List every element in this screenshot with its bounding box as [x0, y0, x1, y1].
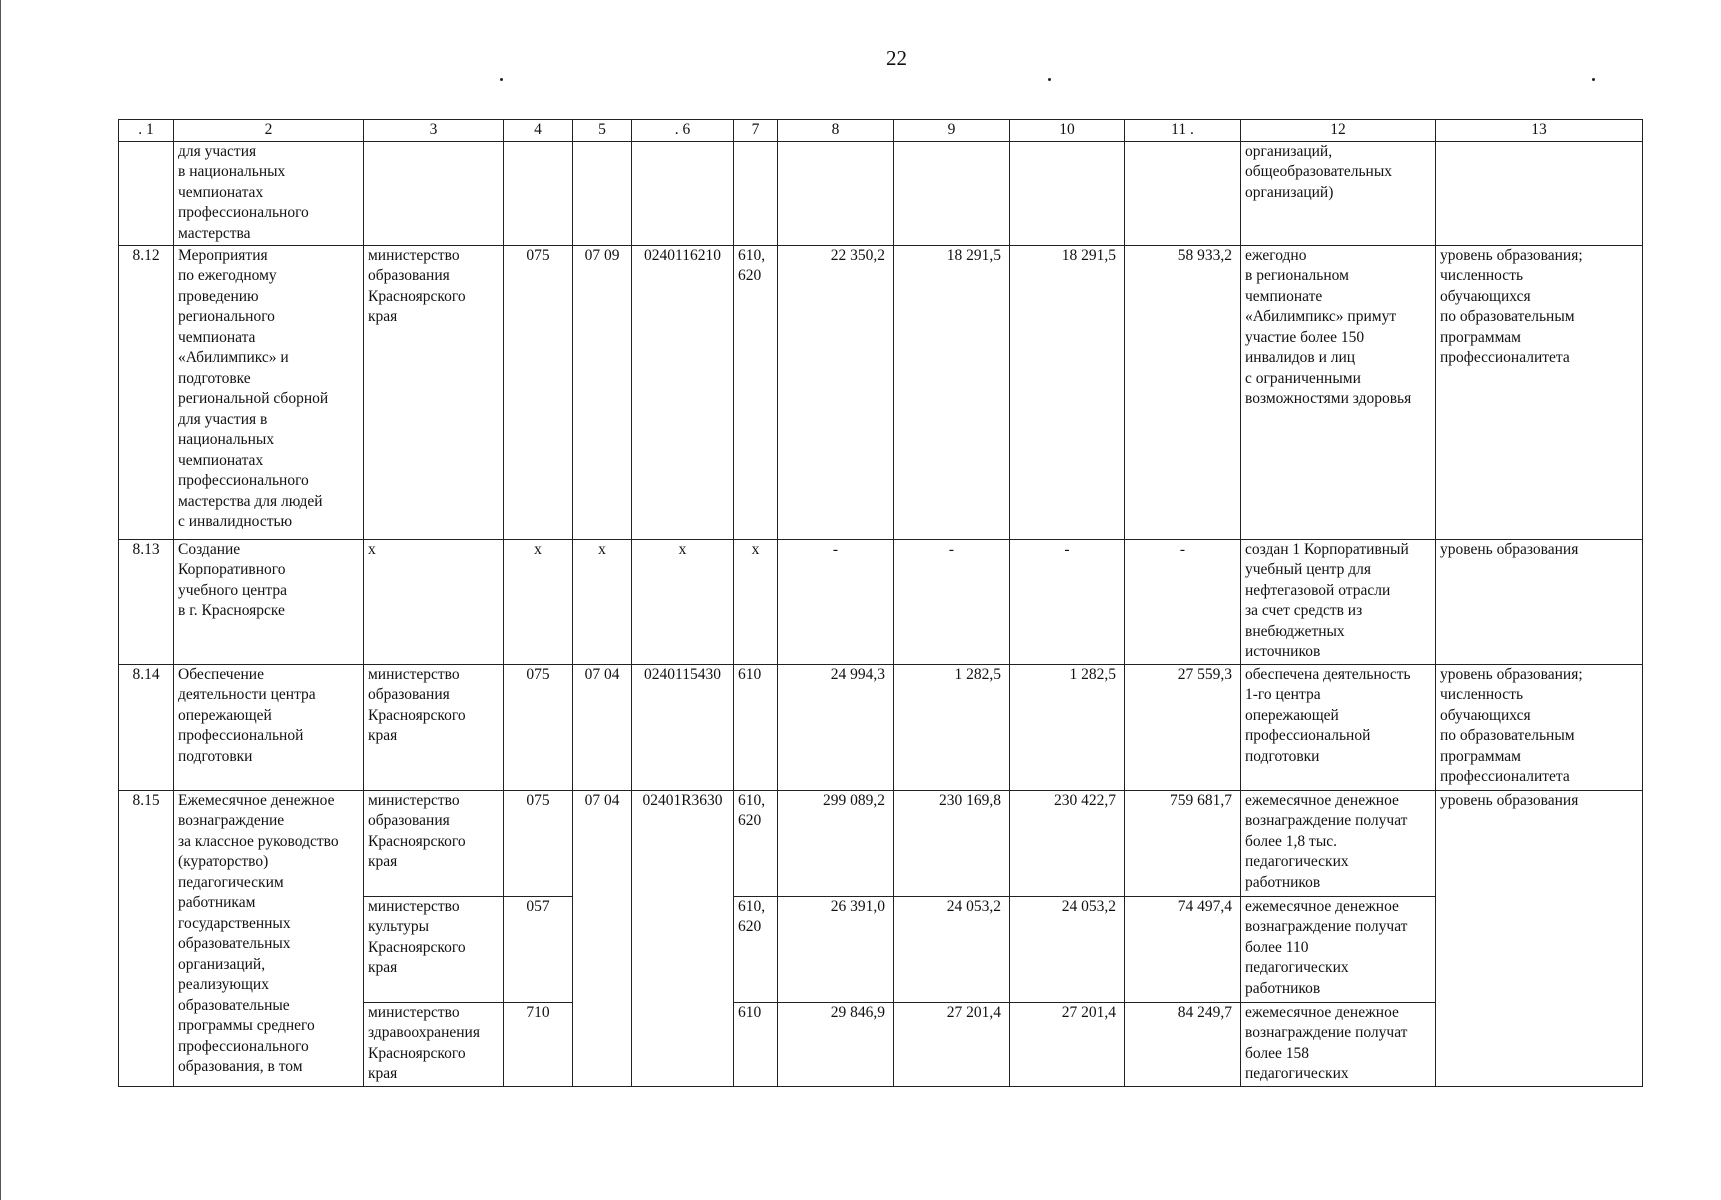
cell-year3: - — [1010, 539, 1125, 664]
cell-result: организаций, общеобразовательных организаций) — [1241, 141, 1436, 245]
cell-grbs: х — [504, 539, 573, 664]
cell-indicator: уровень образования; численность обучающихся по образовательным программам профессионалитета — [1436, 664, 1643, 790]
cell-num: 8.14 — [119, 664, 174, 790]
cell-result: ежемесячное денежное вознаграждение получат более 1,8 тыс. педагогических работников — [1241, 790, 1436, 896]
cell-vr: 610, 620 — [734, 245, 778, 539]
cell-result: ежемесячное денежное вознаграждение получат более 110 педагогических работников — [1241, 896, 1436, 1002]
cell-vr: 610 — [734, 664, 778, 790]
cell-admin: министерство образования Красноярского края — [364, 245, 504, 539]
cell-year1: 24 994,3 — [778, 664, 894, 790]
cell-grbs — [504, 141, 573, 245]
cell-activity-name: Мероприятия по ежегодному проведению регионального чемпионата «Абилимпикс» и подготовке региональной сборной для участия в национальных чемпионатах профессионального мастерства для людей с инвалидностью — [174, 245, 364, 539]
cell-num: 8.13 — [119, 539, 174, 664]
program-activities-table — [118, 119, 1643, 1087]
cell-grbs: 075 — [504, 790, 573, 896]
cell-year2 — [894, 141, 1010, 245]
col-header-2: 2 — [174, 120, 364, 142]
cell-year3: 24 053,2 — [1010, 896, 1125, 1002]
cell-num: 8.15 — [119, 790, 174, 1086]
cell-csr: 0240115430 — [632, 664, 734, 790]
cell-year1: 29 846,9 — [778, 1002, 894, 1086]
cell-year2: 230 169,8 — [894, 790, 1010, 896]
cell-total: 759 681,7 — [1125, 790, 1241, 896]
table-row-continuation — [119, 141, 1643, 245]
cell-num — [119, 141, 174, 245]
cell-admin — [364, 141, 504, 245]
cell-activity-name: Ежемесячное денежное вознаграждение за классное руководство (кураторство) педагогическим работникам государственных образовательных организаций, реализующих образовательные программы среднего профессионального образования, в том — [174, 790, 364, 1086]
cell-year1: 299 089,2 — [778, 790, 894, 896]
cell-vr: 610, 620 — [734, 790, 778, 896]
cell-year2: 1 282,5 — [894, 664, 1010, 790]
col-header-10: 10 — [1010, 120, 1125, 142]
cell-vr: х — [734, 539, 778, 664]
scan-left-edge — [0, 0, 1, 1200]
cell-year2: 24 053,2 — [894, 896, 1010, 1002]
cell-rzpr: 07 04 — [573, 664, 632, 790]
col-header-13: 13 — [1436, 120, 1643, 142]
cell-year3 — [1010, 141, 1125, 245]
cell-csr: х — [632, 539, 734, 664]
cell-indicator: уровень образования; численность обучающихся по образовательным программам профессионалитета — [1436, 245, 1643, 539]
col-header-12: 12 — [1241, 120, 1436, 142]
cell-total: 84 249,7 — [1125, 1002, 1241, 1086]
table-row-8-13 — [119, 539, 1643, 664]
col-header-7: 7 — [734, 120, 778, 142]
cell-year1: 26 391,0 — [778, 896, 894, 1002]
table-row-8-15-a — [119, 790, 1643, 896]
cell-grbs: 075 — [504, 245, 573, 539]
cell-result: обеспечена деятельность 1-го центра опережающей профессиональной подготовки — [1241, 664, 1436, 790]
col-header-6: . 6 — [632, 120, 734, 142]
col-header-3: 3 — [364, 120, 504, 142]
cell-year2: - — [894, 539, 1010, 664]
cell-result: создан 1 Корпоративный учебный центр для нефтегазовой отрасли за счет средств из внебюджетных источников — [1241, 539, 1436, 664]
cell-rzpr: х — [573, 539, 632, 664]
cell-admin: министерство здравоохранения Красноярского края — [364, 1002, 504, 1086]
cell-vr: 610, 620 — [734, 896, 778, 1002]
col-header-8: 8 — [778, 120, 894, 142]
cell-total — [1125, 141, 1241, 245]
scan-speck — [1592, 78, 1595, 81]
cell-result: ежегодно в региональном чемпионате «Абилимпикс» примут участие более 150 инвалидов и лиц с ограниченными возможностями здоровья — [1241, 245, 1436, 539]
cell-result: ежемесячное денежное вознаграждение получат более 158 педагогических — [1241, 1002, 1436, 1086]
column-number-row — [119, 120, 1643, 142]
cell-rzpr: 07 04 — [573, 790, 632, 1086]
cell-total: 58 933,2 — [1125, 245, 1241, 539]
cell-activity-name: для участия в национальных чемпионатах профессионального мастерства — [174, 141, 364, 245]
cell-rzpr: 07 09 — [573, 245, 632, 539]
cell-vr: 610 — [734, 1002, 778, 1086]
cell-total: 27 559,3 — [1125, 664, 1241, 790]
cell-year3: 27 201,4 — [1010, 1002, 1125, 1086]
cell-activity-name: Создание Корпоративного учебного центра в г. Красноярске — [174, 539, 364, 664]
col-header-1: . 1 — [119, 120, 174, 142]
table-row-8-12 — [119, 245, 1643, 539]
cell-admin: министерство образования Красноярского края — [364, 664, 504, 790]
cell-total: 74 497,4 — [1125, 896, 1241, 1002]
cell-year1: - — [778, 539, 894, 664]
cell-num: 8.12 — [119, 245, 174, 539]
cell-year2: 27 201,4 — [894, 1002, 1010, 1086]
col-header-11: 11 . — [1125, 120, 1241, 142]
cell-grbs: 057 — [504, 896, 573, 1002]
col-header-9: 9 — [894, 120, 1010, 142]
cell-year1: 22 350,2 — [778, 245, 894, 539]
cell-admin: министерство образования Красноярского края — [364, 790, 504, 896]
table-row-8-14 — [119, 664, 1643, 790]
cell-rzpr — [573, 141, 632, 245]
cell-admin: министерство культуры Красноярского края — [364, 896, 504, 1002]
cell-indicator: уровень образования — [1436, 790, 1643, 1086]
cell-year3: 18 291,5 — [1010, 245, 1125, 539]
page-number: 22 — [886, 46, 907, 70]
cell-year2: 18 291,5 — [894, 245, 1010, 539]
col-header-5: 5 — [573, 120, 632, 142]
scan-speck — [500, 78, 503, 81]
cell-csr — [632, 141, 734, 245]
cell-year3: 1 282,5 — [1010, 664, 1125, 790]
cell-vr — [734, 141, 778, 245]
scan-speck — [1048, 78, 1051, 81]
cell-indicator: уровень образования — [1436, 539, 1643, 664]
col-header-4: 4 — [504, 120, 573, 142]
cell-indicator — [1436, 141, 1643, 245]
cell-year1 — [778, 141, 894, 245]
cell-year3: 230 422,7 — [1010, 790, 1125, 896]
cell-activity-name: Обеспечение деятельности центра опережающей профессиональной подготовки — [174, 664, 364, 790]
cell-admin: х — [364, 539, 504, 664]
cell-grbs: 710 — [504, 1002, 573, 1086]
cell-csr: 02401R3630 — [632, 790, 734, 1086]
cell-csr: 0240116210 — [632, 245, 734, 539]
cell-total: - — [1125, 539, 1241, 664]
cell-grbs: 075 — [504, 664, 573, 790]
